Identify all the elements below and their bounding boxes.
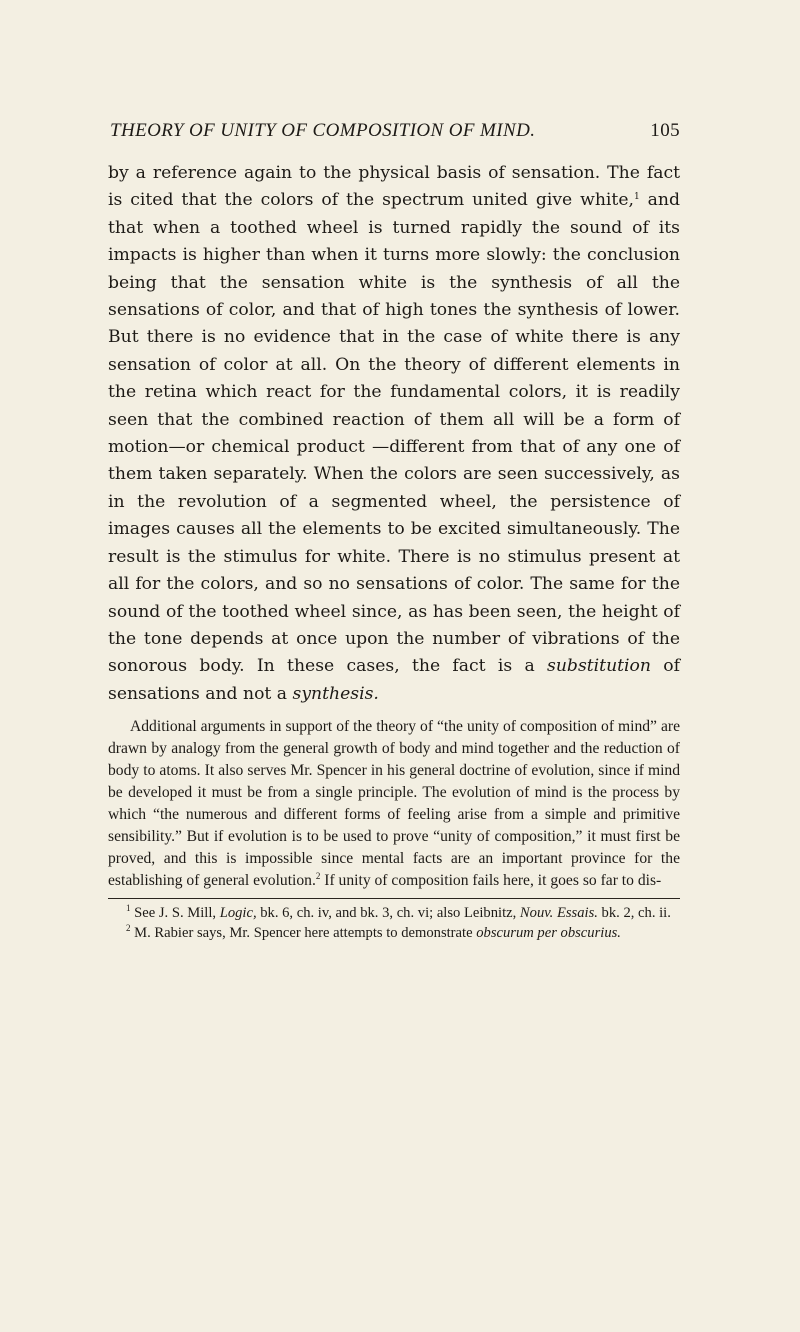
emphasis-substitution: substitution xyxy=(547,656,651,677)
footnote-rule xyxy=(108,898,680,899)
running-head xyxy=(108,118,680,150)
footnote-2-latin: obscurum per obscurius. xyxy=(476,925,621,942)
emphasis-synthesis: synthesis. xyxy=(292,683,379,704)
paragraph-2 xyxy=(108,716,680,892)
footnote-ref-1: 1 xyxy=(633,192,640,203)
footnote-2 xyxy=(108,923,680,943)
paragraph-2-text-a: Additional arguments in support of the theory of “the unity of composition of mind” are drawn by analogy from the general growth of body and mind together and the reduction of body to atoms. It also serves Mr. Spencer in his general doctrine of evolution, since if mind be developed it must be from a single principle. The evolution of mind is the process by which “the numerous and different forms of feeling arise from a simple and primitive sensibility.” But if evolution is to be used to prove “unity of composition,” it must first be proved, and this is impossible since mental facts are an important province for the establishing of general evolution. xyxy=(108,718,680,890)
paragraph-2-text-b: If unity of composition fails here, it goes so far to dis- xyxy=(320,872,662,890)
footnote-ref-2: 2 xyxy=(315,871,321,882)
footnote-1-text-b: bk. 6, ch. iv, and bk. 3, ch. vi; also Leibnitz, xyxy=(256,905,520,922)
paragraph-1-text-b: and that when a toothed wheel is turned rapidly the sound of its impacts is higher than when it turns more slowly: the conclusion being that the sensation white is the synthesis of all the sensations of color, and that of high tones the synthesis of lower. But there is no evidence that in the case of white there is any sensation of color at all. On the theory of different elements in the retina which react for the fundamental colors, it is readily seen that the combined reaction of them all will be a form of motion—or chemical product —different from that of any one of them taken separately. When the colors are seen successively, as in the revolution of a segmented wheel, the persistence of images causes all the elements to be excited simultaneously. The result is the stimulus for white. There is no stimulus present at all for the colors, and so no sensations of color. The same for the sound of the toothed wheel since, as has been seen, the height of the tone depends at once upon the number of vibrations of the sonorous body. In these cases, the fact is a xyxy=(108,190,680,677)
footnote-1 xyxy=(108,903,680,923)
page-number: 105 xyxy=(650,120,680,141)
footnotes xyxy=(108,903,680,943)
page-content xyxy=(108,118,680,943)
footnote-2-mark: 2 xyxy=(126,923,131,934)
footnote-1-essais: Nouv. Essais. xyxy=(519,905,598,922)
footnote-1-logic: Logic, xyxy=(219,905,257,922)
paragraph-1-text-a: by a reference again to the physical basis of sensation. The fact is cited that the colors of the spectrum united give white, xyxy=(108,163,680,211)
footnote-1-mark: 1 xyxy=(126,903,131,914)
footnote-2-text-a: M. Rabier says, Mr. Spencer here attempts to demonstrate xyxy=(130,925,477,942)
paragraph-1-text-c: of sensations and not a xyxy=(108,656,680,704)
paragraph-1 xyxy=(108,160,680,708)
footnote-1-text-a: See J. S. Mill, xyxy=(130,905,220,922)
reduced-text xyxy=(108,716,680,892)
running-title: THEORY OF UNITY OF COMPOSITION OF MIND. xyxy=(110,120,536,141)
footnote-1-text-c: bk. 2, ch. ii. xyxy=(597,905,671,922)
main-text xyxy=(108,160,680,708)
